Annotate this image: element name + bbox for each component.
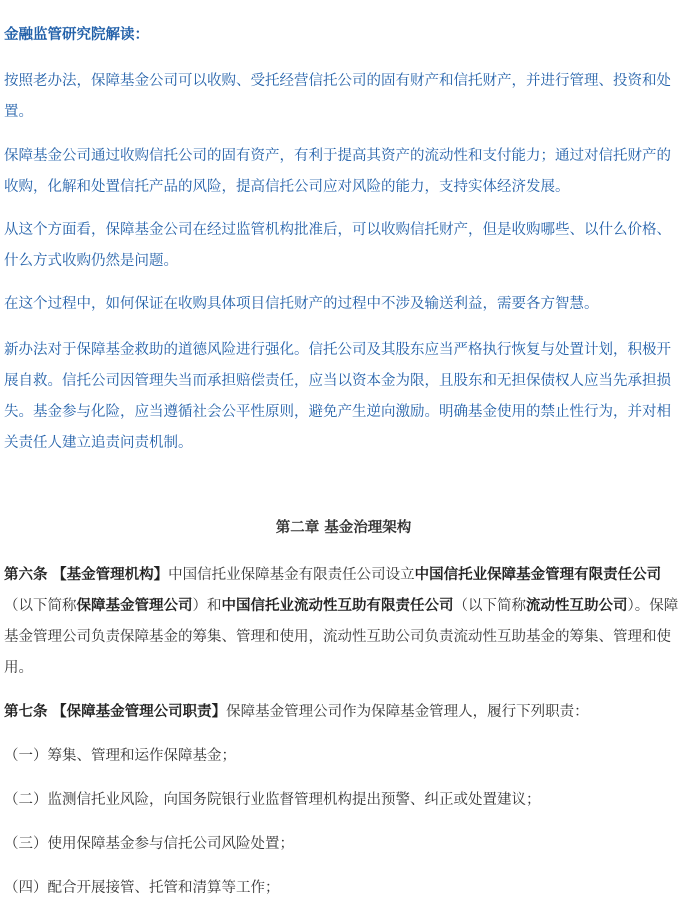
article-6-bold-4: 流动性互助公司	[526, 598, 628, 614]
article-6	[4, 560, 681, 684]
article-6-title: 【基金管理机构】	[52, 567, 169, 583]
article-6-text-5: ）。保障基金管理公司负责保障基金的筹集、管理和使用，流动性互助公司负责流动性互助基金的筹集、管理和使用。	[4, 598, 679, 676]
article-7-item-2: （二）监测信托业风险，向国务院银行业监督管理机构提出预警、纠正或处置建议；	[4, 792, 541, 808]
chapter-title: 第二章 基金治理架构	[275, 520, 412, 536]
commentary-paragraph-1: 按照老办法，保障基金公司可以收购、受托经营信托公司的固有财产和信托财产，并进行管理、投资和处置。	[4, 73, 671, 120]
article-7-number: 第七条	[4, 704, 48, 720]
article-6-bold-2: 保障基金管理公司	[76, 598, 193, 614]
article-6-text-1: 中国信托业保障基金有限责任公司设立	[168, 567, 415, 583]
article-7-item-1: （一）筹集、管理和运作保障基金；	[4, 748, 236, 764]
commentary-paragraph-2: 保障基金公司通过收购信托公司的固有资产，有利于提高其资产的流动性和支付能力；通过对信托财产的收购，化解和处置信托产品的风险，提高信托公司应对风险的能力，支持实体经济发展。	[4, 148, 671, 195]
article-7-item-3: （三）使用保障基金参与信托公司风险处置；	[4, 836, 294, 852]
commentary-paragraph-5: 新办法对于保障基金救助的道德风险进行强化。信托公司及其股东应当严格执行恢复与处置计划，积极开展自救。信托公司因管理失当而承担赔偿责任，应当以资本金为限，且股东和无担保债权人应当先承担损失。基金参与化险，应当遵循社会公平性原则，避免产生逆向激励。明确基金使用的禁止性行为，并对相关责任人建立追责问责机制。	[4, 342, 671, 451]
article-6-text-2: （以下简称	[4, 598, 77, 614]
commentary-paragraph-3: 从这个方面看，保障基金公司在经过监管机构批准后，可以收购信托财产，但是收购哪些、以什么价格、什么方式收购仍然是问题。	[4, 222, 671, 269]
article-7-item-4: （四）配合开展接管、托管和清算等工作；	[4, 880, 280, 896]
article-6-text-4: （以下简称	[453, 598, 526, 614]
article-6-text-3: ）和	[192, 598, 222, 614]
commentary-paragraph-4: 在这个过程中，如何保证在收购具体项目信托财产的过程中不涉及输送利益，需要各方智慧。	[4, 296, 599, 312]
article-6-bold-3: 中国信托业流动性互助有限责任公司	[221, 598, 454, 614]
commentary-heading: 金融监管研究院解读：	[4, 27, 149, 43]
article-7-title: 【保障基金管理公司职责】	[52, 704, 227, 720]
article-7	[4, 697, 681, 728]
article-7-text: 保障基金管理公司作为保障基金管理人，履行下列职责：	[226, 704, 589, 720]
article-6-number: 第六条	[4, 567, 48, 583]
article-6-bold-1: 中国信托业保障基金管理有限责任公司	[414, 567, 662, 583]
